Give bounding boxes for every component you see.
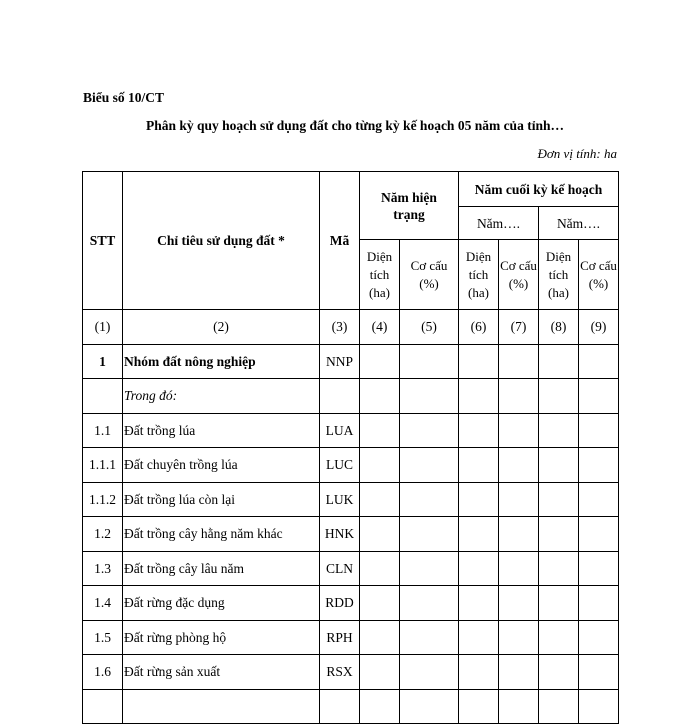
empty-cell <box>459 517 499 552</box>
empty-cell <box>360 551 400 586</box>
empty-cell <box>579 586 619 621</box>
empty-cell <box>499 586 539 621</box>
empty-cell <box>400 379 459 414</box>
row-name: Đất rừng sản xuất <box>123 655 320 690</box>
empty-cell <box>499 620 539 655</box>
empty-cell <box>400 517 459 552</box>
empty-cell <box>539 448 579 483</box>
empty-cell <box>539 482 579 517</box>
row-name: Trong đó: <box>123 379 320 414</box>
row-name: Đất chuyên trồng lúa <box>123 448 320 483</box>
table-row-continued <box>83 689 619 724</box>
column-number: (8) <box>539 310 579 345</box>
empty-cell <box>499 482 539 517</box>
empty-cell <box>539 620 579 655</box>
empty-cell <box>400 482 459 517</box>
empty-cell <box>320 689 360 724</box>
empty-cell <box>360 379 400 414</box>
row-stt: 1.2 <box>83 517 123 552</box>
row-code: NNP <box>320 344 360 379</box>
empty-cell <box>459 448 499 483</box>
empty-cell <box>579 413 619 448</box>
unit-label: Đơn vị tính: ha <box>537 146 617 161</box>
row-name: Nhóm đất nông nghiệp <box>123 344 320 379</box>
document-title: Phân kỳ quy hoạch sử dụng đất cho từng kỳ kế hoạch 05 năm của tỉnh… <box>146 118 564 133</box>
header-year-b: Năm…. <box>539 207 619 240</box>
row-stt: 1.1.1 <box>83 448 123 483</box>
empty-cell <box>360 517 400 552</box>
table-row <box>83 655 619 690</box>
column-number: (7) <box>499 310 539 345</box>
row-code: RPH <box>320 620 360 655</box>
empty-cell <box>499 448 539 483</box>
column-number: (6) <box>459 310 499 345</box>
row-code: LUK <box>320 482 360 517</box>
row-stt: 1.1.2 <box>83 482 123 517</box>
empty-cell <box>539 379 579 414</box>
empty-cell <box>499 344 539 379</box>
table-row <box>83 379 619 414</box>
empty-cell <box>579 517 619 552</box>
empty-cell <box>360 620 400 655</box>
column-number: (1) <box>83 310 123 345</box>
row-code: CLN <box>320 551 360 586</box>
empty-cell <box>579 482 619 517</box>
empty-cell <box>539 586 579 621</box>
column-number: (3) <box>320 310 360 345</box>
header-stt: STT <box>83 172 123 310</box>
empty-cell <box>360 689 400 724</box>
table-row <box>83 586 619 621</box>
empty-cell <box>499 689 539 724</box>
header-end-of-period: Năm cuối kỳ kế hoạch <box>459 172 619 207</box>
row-code: RSX <box>320 655 360 690</box>
empty-cell <box>499 379 539 414</box>
header-current-year: Năm hiện trạng <box>360 172 459 240</box>
row-name: Đất trồng lúa còn lại <box>123 482 320 517</box>
empty-cell <box>459 655 499 690</box>
empty-cell <box>400 413 459 448</box>
empty-cell <box>539 517 579 552</box>
empty-cell <box>539 344 579 379</box>
row-code: LUA <box>320 413 360 448</box>
row-name: Đất rừng phòng hộ <box>123 620 320 655</box>
empty-cell <box>499 517 539 552</box>
header-area-current: Diện tích (ha) <box>360 240 400 310</box>
row-code: RDD <box>320 586 360 621</box>
column-number: (4) <box>360 310 400 345</box>
empty-cell <box>499 551 539 586</box>
empty-cell <box>360 586 400 621</box>
empty-cell <box>459 620 499 655</box>
empty-cell <box>360 413 400 448</box>
empty-cell <box>579 620 619 655</box>
row-stt: 1.5 <box>83 620 123 655</box>
empty-cell <box>499 413 539 448</box>
empty-cell <box>539 655 579 690</box>
row-stt: 1.4 <box>83 586 123 621</box>
header-indicator: Chỉ tiêu sử dụng đất * <box>123 172 320 310</box>
column-number: (5) <box>400 310 459 345</box>
header-row-1 <box>83 172 619 207</box>
empty-cell <box>400 620 459 655</box>
empty-cell <box>539 689 579 724</box>
header-structure-year-b: Cơ cấu (%) <box>579 240 619 310</box>
header-area-year-a: Diện tích (ha) <box>459 240 499 310</box>
empty-cell <box>459 413 499 448</box>
form-number: Biểu số 10/CT <box>83 90 165 105</box>
table-row <box>83 448 619 483</box>
header-structure-current: Cơ cấu (%) <box>400 240 459 310</box>
table-row <box>83 517 619 552</box>
row-code: LUC <box>320 448 360 483</box>
header-code: Mã <box>320 172 360 310</box>
empty-cell <box>579 655 619 690</box>
empty-cell <box>459 344 499 379</box>
row-stt <box>83 379 123 414</box>
empty-cell <box>579 344 619 379</box>
empty-cell <box>499 655 539 690</box>
empty-cell <box>360 448 400 483</box>
column-number: (2) <box>123 310 320 345</box>
empty-cell <box>459 379 499 414</box>
empty-cell <box>459 689 499 724</box>
empty-cell <box>579 448 619 483</box>
row-code: HNK <box>320 517 360 552</box>
table-row <box>83 482 619 517</box>
empty-cell <box>459 586 499 621</box>
empty-cell <box>539 413 579 448</box>
row-code <box>320 379 360 414</box>
empty-cell <box>400 689 459 724</box>
table-row <box>83 344 619 379</box>
empty-cell <box>400 655 459 690</box>
empty-cell <box>579 551 619 586</box>
table-row <box>83 413 619 448</box>
column-number-row <box>83 310 619 345</box>
empty-cell <box>360 344 400 379</box>
table-row <box>83 551 619 586</box>
empty-cell <box>579 689 619 724</box>
row-stt: 1.1 <box>83 413 123 448</box>
empty-cell <box>539 551 579 586</box>
empty-cell <box>123 689 320 724</box>
row-stt: 1.6 <box>83 655 123 690</box>
table-row <box>83 620 619 655</box>
empty-cell <box>400 344 459 379</box>
empty-cell <box>400 448 459 483</box>
empty-cell <box>579 379 619 414</box>
land-use-table <box>82 171 619 724</box>
row-name: Đất trồng lúa <box>123 413 320 448</box>
header-structure-year-a: Cơ cấu (%) <box>499 240 539 310</box>
row-name: Đất rừng đặc dụng <box>123 586 320 621</box>
empty-cell <box>459 551 499 586</box>
row-name: Đất trồng cây hằng năm khác <box>123 517 320 552</box>
header-area-year-b: Diện tích (ha) <box>539 240 579 310</box>
empty-cell <box>459 482 499 517</box>
row-stt: 1 <box>83 344 123 379</box>
empty-cell <box>83 689 123 724</box>
empty-cell <box>360 655 400 690</box>
row-name: Đất trồng cây lâu năm <box>123 551 320 586</box>
header-year-a: Năm…. <box>459 207 539 240</box>
empty-cell <box>400 551 459 586</box>
empty-cell <box>360 482 400 517</box>
column-number: (9) <box>579 310 619 345</box>
row-stt: 1.3 <box>83 551 123 586</box>
empty-cell <box>400 586 459 621</box>
